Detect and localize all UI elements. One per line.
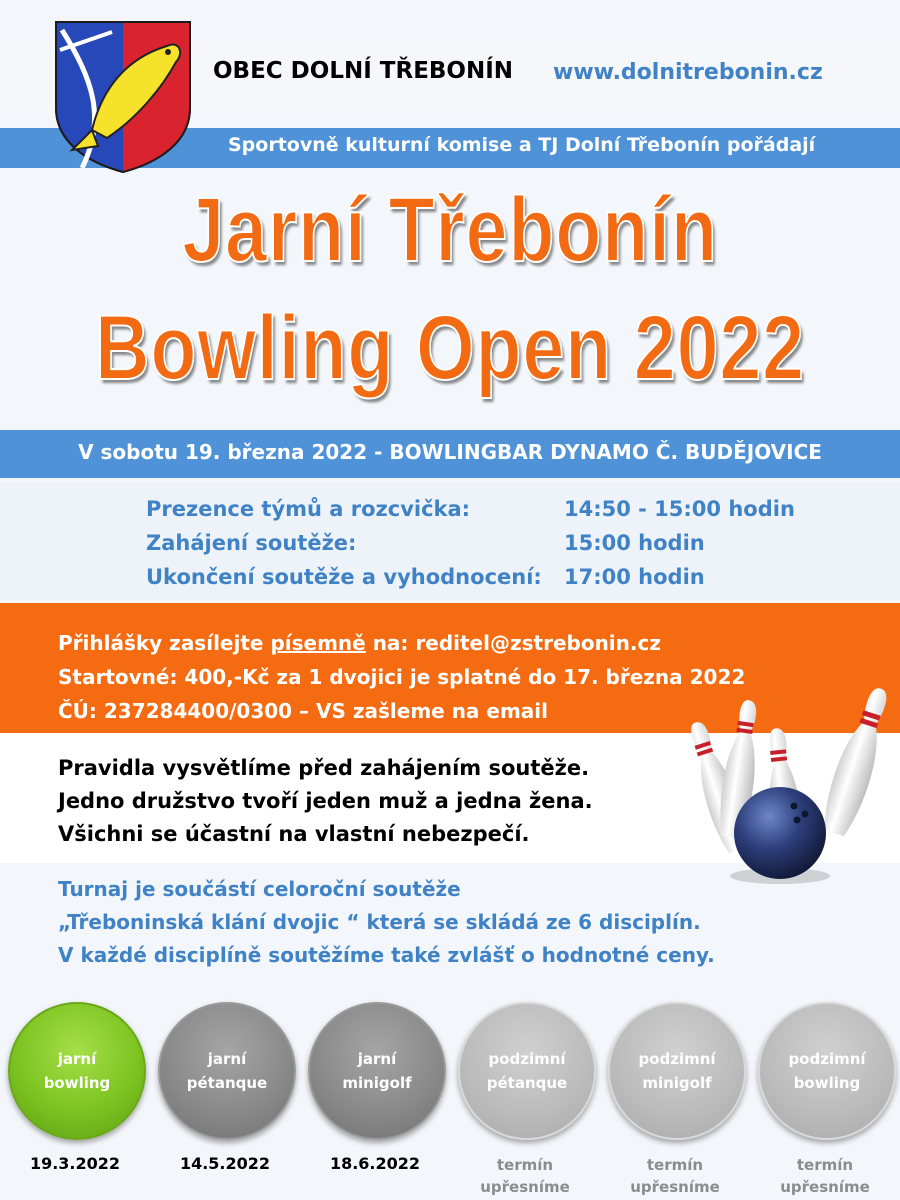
- discipline-circle-spring-bowling[interactable]: [8, 1002, 146, 1140]
- tbd-line2: upřesníme: [630, 1178, 720, 1196]
- info-line: „Třeboninská klání dvojic “ která se skládá ze 6 disciplín.: [58, 910, 701, 934]
- discipline-date-tbd: [600, 1154, 750, 1198]
- discipline-sport: minigolf: [642, 1074, 712, 1092]
- rule-line: Jedno družstvo tvoří jeden muž a jedna žena.: [58, 789, 593, 813]
- info-line: V každé disciplíně soutěžíme také zvlášť o hodnotné ceny.: [58, 943, 715, 967]
- schedule-label: Prezence týmů a rozcvička:: [146, 497, 471, 521]
- coat-of-arms-icon: [52, 18, 194, 174]
- event-title-line2: Bowling Open 2022: [95, 297, 805, 399]
- account-line: ČÚ: 237284400/0300 – VS zašleme na email: [58, 699, 548, 723]
- org-name: OBEC DOLNÍ TŘEBONÍN: [213, 58, 514, 84]
- discipline-sport: bowling: [793, 1074, 861, 1092]
- discipline-season: podzimní: [638, 1050, 716, 1068]
- discipline-sport: pétanque: [186, 1074, 268, 1092]
- registration-line: [58, 631, 661, 655]
- discipline-season: jarní: [207, 1050, 247, 1068]
- tbd-line2: upřesníme: [480, 1178, 570, 1196]
- bowling-pins-icon: [672, 678, 900, 888]
- discipline-circle-spring-minigolf[interactable]: [308, 1002, 446, 1140]
- event-title-line1: Jarní Třebonín: [182, 179, 718, 281]
- discipline-circle-spring-petanque[interactable]: [158, 1002, 296, 1140]
- discipline-circle-autumn-minigolf[interactable]: [608, 1002, 746, 1140]
- discipline-date: 19.3.2022: [29, 1154, 121, 1173]
- tbd-line1: termín: [496, 1156, 554, 1174]
- discipline-date: 18.6.2022: [329, 1154, 421, 1173]
- tbd-line2: upřesníme: [780, 1178, 870, 1196]
- website-link[interactable]: www.dolnitrebonin.cz: [553, 60, 823, 85]
- schedule-time: 14:50 - 15:00 hodin: [564, 497, 795, 521]
- discipline-season: jarní: [57, 1050, 97, 1068]
- event-date-venue: V sobotu 19. března 2022 - BOWLINGBAR DYNAMO Č. BUDĚJOVICE: [78, 440, 822, 464]
- registration-text: Přihlášky zasílejte: [58, 631, 271, 655]
- discipline-season: jarní: [357, 1050, 397, 1068]
- discipline-circle-autumn-petanque[interactable]: [458, 1002, 596, 1140]
- schedule-label: Zahájení soutěže:: [146, 531, 357, 555]
- discipline-date: 14.5.2022: [179, 1154, 271, 1173]
- entry-fee-line: Startovné: 400,-Kč za 1 dvojici je splatné do 17. března 2022: [58, 665, 746, 689]
- schedule-label: Ukončení soutěže a vyhodnocení:: [146, 565, 542, 589]
- organizers-text: Sportovně kulturní komise a TJ Dolní Třebonín pořádají: [228, 134, 816, 156]
- rule-line: Všichni se účastní na vlastní nebezpečí.: [58, 822, 530, 846]
- info-line: Turnaj je součástí celoroční soutěže: [58, 877, 461, 901]
- rule-line: Pravidla vysvětlíme před zahájením soutěže.: [58, 756, 590, 780]
- registration-email[interactable]: na: reditel@zstrebonin.cz: [365, 631, 661, 655]
- discipline-date-tbd: [750, 1154, 900, 1198]
- schedule-time: 15:00 hodin: [564, 531, 705, 555]
- registration-emphasis: písemně: [270, 631, 366, 655]
- discipline-sport: minigolf: [342, 1074, 412, 1092]
- schedule-time: 17:00 hodin: [564, 565, 705, 589]
- tbd-line1: termín: [796, 1156, 854, 1174]
- discipline-season: podzimní: [488, 1050, 566, 1068]
- discipline-circle-autumn-bowling[interactable]: [758, 1002, 896, 1140]
- discipline-date-tbd: [450, 1154, 600, 1198]
- tbd-line1: termín: [646, 1156, 704, 1174]
- discipline-season: podzimní: [788, 1050, 866, 1068]
- discipline-sport: bowling: [43, 1074, 111, 1092]
- discipline-sport: pétanque: [486, 1074, 568, 1092]
